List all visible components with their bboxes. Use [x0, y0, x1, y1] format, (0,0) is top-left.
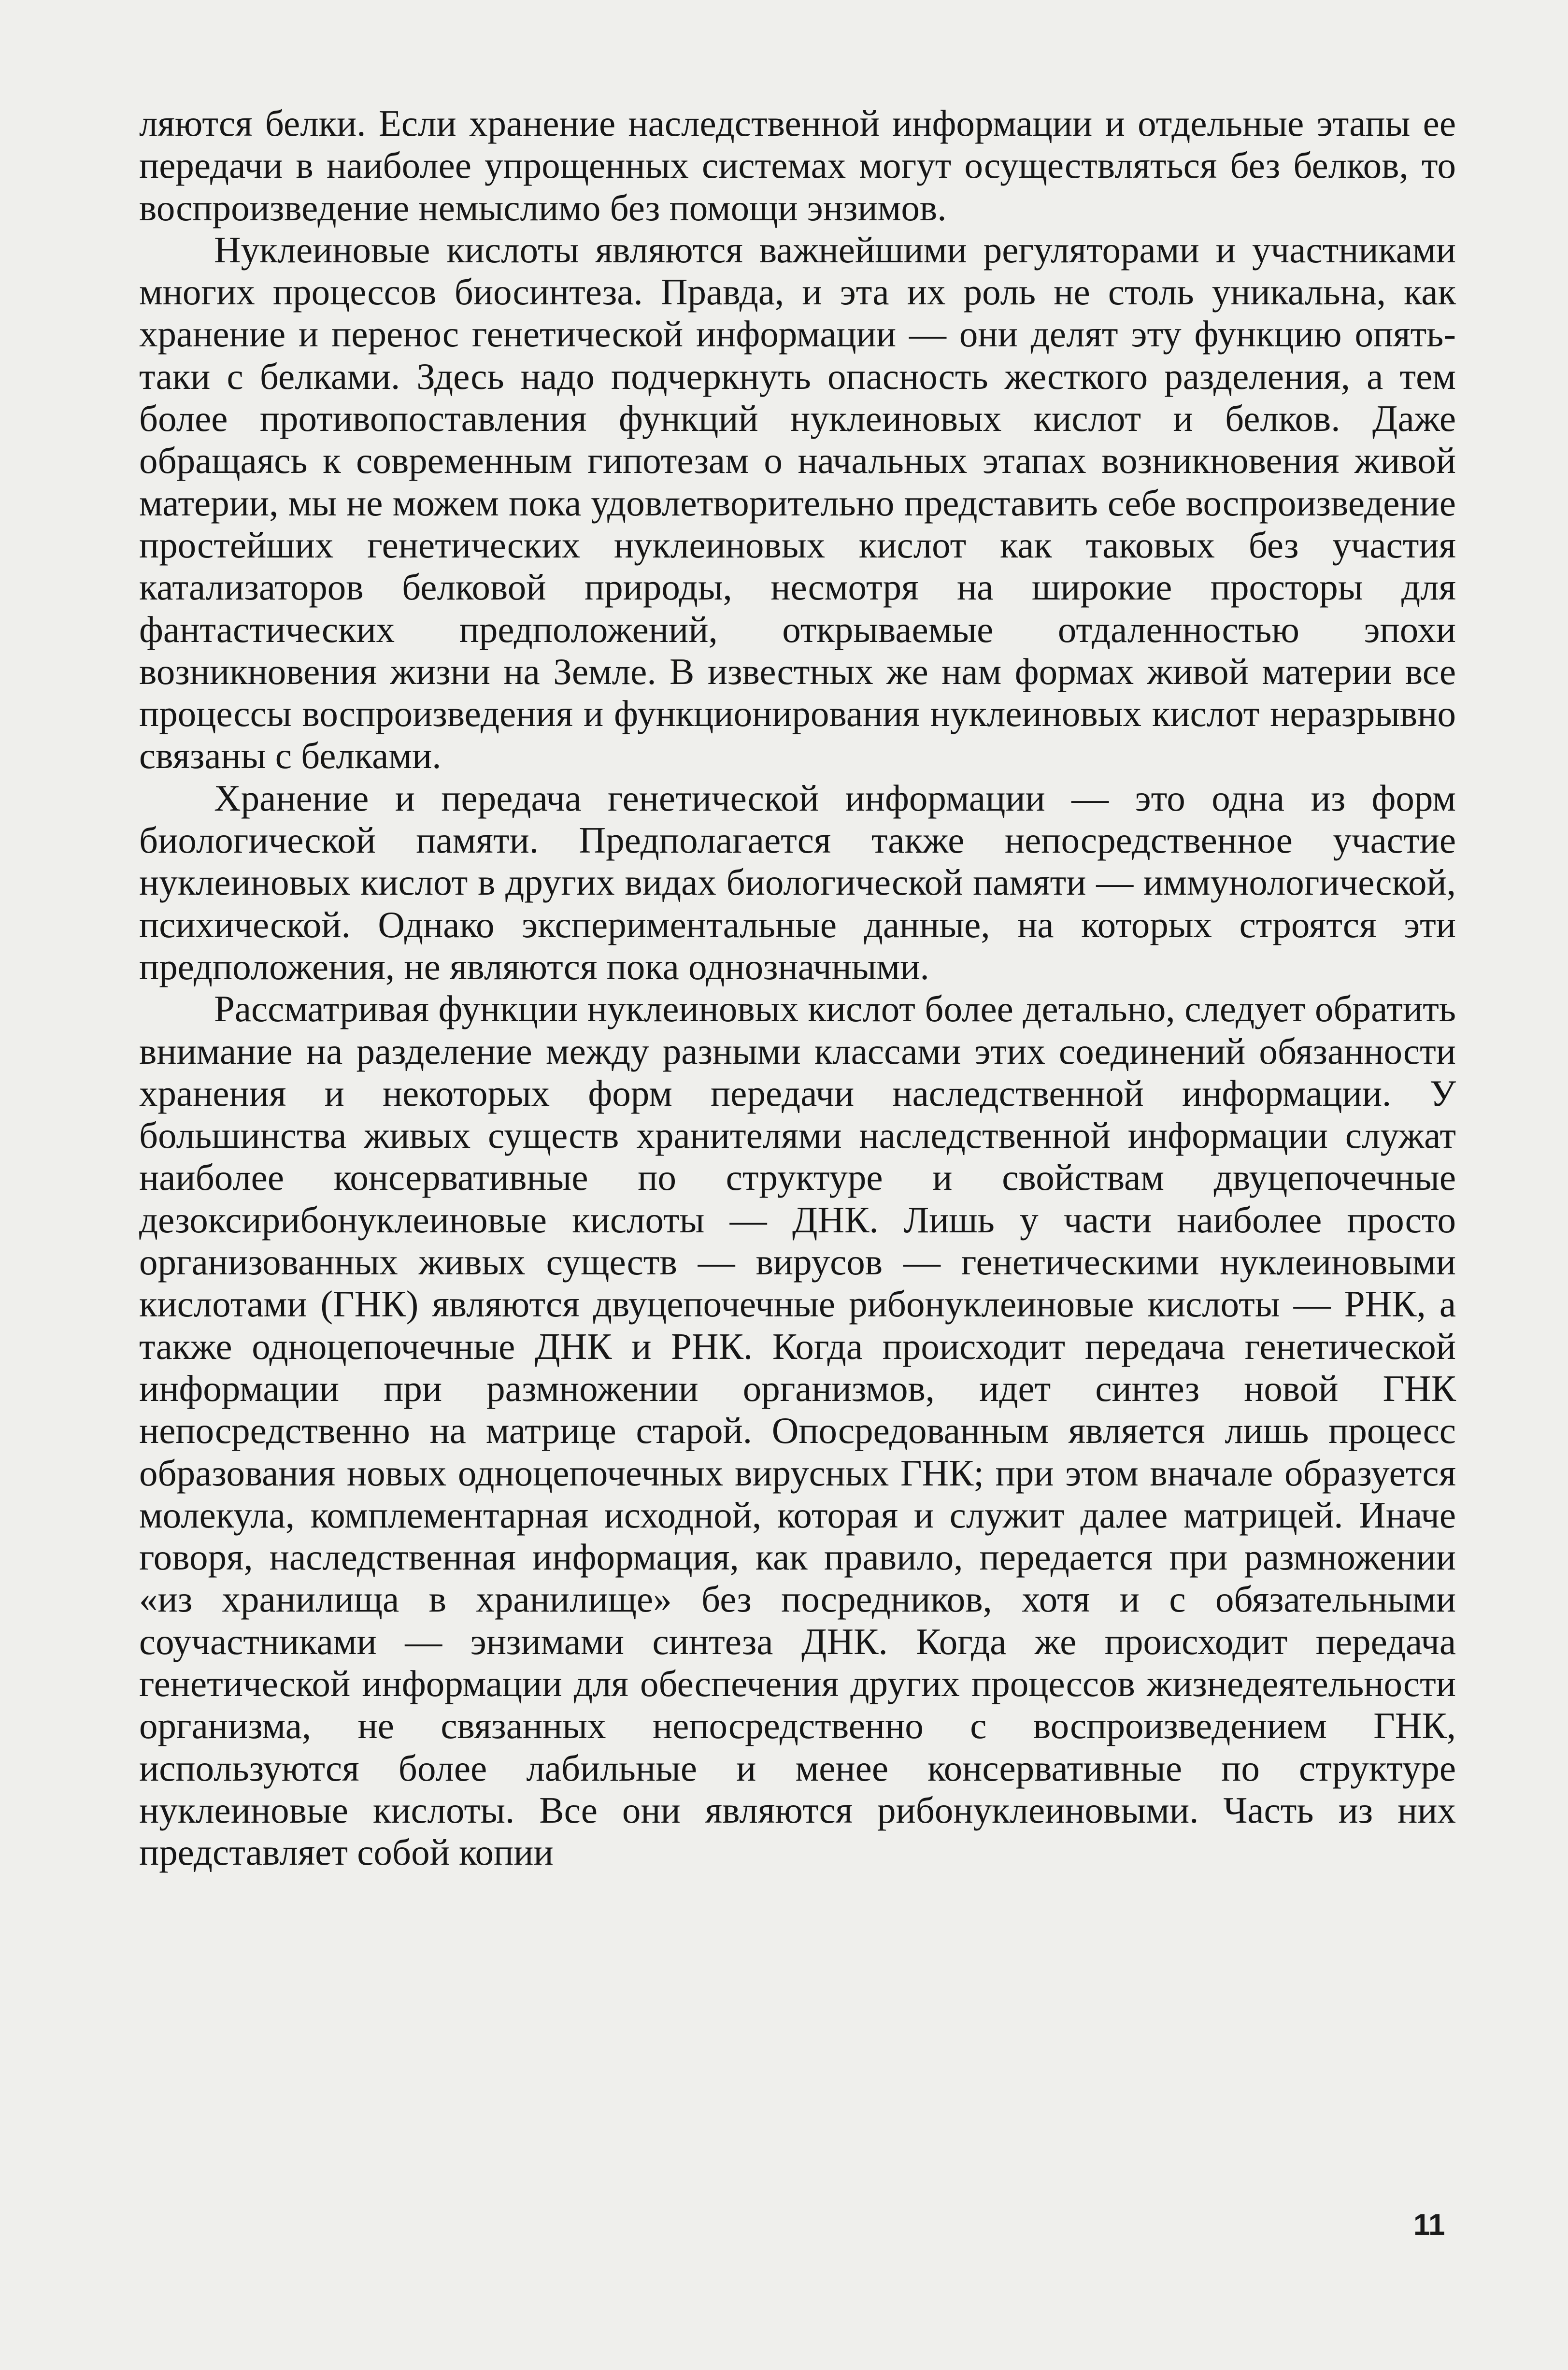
paragraph-4: Рассматривая функции нуклеиновых кислот более детально, следует обратить внимание на разделение между разными классами этих соединений обязанности хранения и некоторых форм передачи наследственной информации. У большинства живых существ хранителями наследственной информации служат наиболее консервативные по структуре и свойствам двуцепочечные дезоксирибонуклеиновые кислоты — ДНК. Лишь у части наиболее просто организованных живых существ — вирусов — генетическими нуклеиновыми кислотами (ГНК) являются двуцепочечные рибонуклеиновые кислоты — РНК, а также одноцепочечные ДНК и РНК. Когда происходит передача генетической информации при размножении организмов, идет синтез новой ГНК непосредственно на матрице старой. Опосредованным является лишь процесс образования новых одноцепочечных вирусных ГНК; при этом вначале образуется молекула, комплементарная исходной, которая и служит далее матрицей. Иначе говоря, наследственная информация, как правило, передается при размножении «из хранилища в хранилище» без посредников, хотя и с обязательными соучастниками — энзимами синтеза ДНК. Когда же происходит передача генетической информации для обеспечения других процессов жизнедеятельности организма, не связанных непосредственно с воспроизведением ГНК, используются более лабильные и менее консервативные по структуре нуклеиновые кислоты. Все они являются рибонуклеиновыми. Часть из них представляет собой копии	[139, 988, 1456, 1873]
body-text	[139, 102, 1456, 1873]
page-number: 11	[1413, 2208, 1445, 2242]
paragraph-1: ляются белки. Если хранение наследственной информации и отдельные этапы ее передачи в наиболее упрощенных системах могут осуществляться без белков, то воспроизведение немыслимо без помощи энзимов.	[139, 102, 1456, 228]
paragraph-2: Нуклеиновые кислоты являются важнейшими регуляторами и участниками многих процессов биосинтеза. Правда, и эта их роль не столь уникальна, как хранение и перенос генетической информации — они делят эту функцию опять-таки с белками. Здесь надо подчеркнуть опасность жесткого разделения, а тем более противопоставления функций нуклеиновых кислот и белков. Даже обращаясь к современным гипотезам о начальных этапах возникновения живой материи, мы не можем пока удовлетворительно представить себе воспроизведение простейших генетических нуклеиновых кислот как таковых без участия катализаторов белковой природы, несмотря на широкие просторы для фантастических предположений, открываемые отдаленностью эпохи возникновения жизни на Земле. В известных же нам формах живой материи все процессы воспроизведения и функционирования нуклеиновых кислот неразрывно связаны с белками.	[139, 228, 1456, 777]
paragraph-3: Хранение и передача генетической информации — это одна из форм биологической памяти. Предполагается также непосредственное участие нуклеиновых кислот в других видах биологической памяти — иммунологической, психической. Однако экспериментальные данные, на которых строятся эти предположения, не являются пока однозначными.	[139, 777, 1456, 987]
